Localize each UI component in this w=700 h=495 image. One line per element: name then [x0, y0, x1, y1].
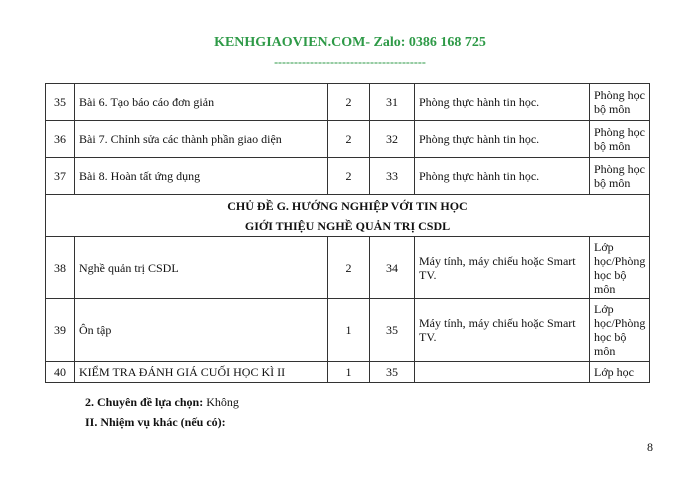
teaching-place: Phòng học bộ môn — [590, 84, 650, 121]
period-count: 2 — [328, 237, 370, 299]
topic-heading — [46, 195, 650, 237]
teaching-place: Phòng học bộ môn — [590, 121, 650, 158]
equipment: Máy tính, máy chiếu hoặc Smart TV. — [415, 299, 590, 362]
week-number: 35 — [370, 299, 415, 362]
site-header: KENHGIAOVIEN.COM- Zalo: 0386 168 725 — [214, 35, 486, 50]
period-count: 1 — [328, 299, 370, 362]
equipment: Máy tính, máy chiếu hoặc Smart TV. — [415, 237, 590, 299]
equipment: Phòng thực hành tin học. — [415, 158, 590, 195]
teaching-place: Phòng học bộ môn — [590, 158, 650, 195]
period-count: 2 — [328, 84, 370, 121]
lesson-name: Ôn tập — [75, 299, 328, 362]
equipment — [415, 362, 590, 383]
equipment: Phòng thực hành tin học. — [415, 84, 590, 121]
row-number: 35 — [46, 84, 75, 121]
period-count: 2 — [328, 158, 370, 195]
lesson-name: Nghề quản trị CSDL — [75, 237, 328, 299]
week-number: 35 — [370, 362, 415, 383]
lesson-name: Bài 6. Tạo báo cáo đơn giản — [75, 84, 328, 121]
table-row — [46, 84, 650, 121]
teaching-place: Lớp học/Phòng học bộ môn — [590, 299, 650, 362]
lesson-name: Bài 8. Hoàn tất ứng dụng — [75, 158, 328, 195]
topic-subtitle: GIỚI THIỆU NGHỀ QUẢN TRỊ CSDL — [244, 218, 451, 233]
row-number: 37 — [46, 158, 75, 195]
equipment: Phòng thực hành tin học. — [415, 121, 590, 158]
week-number: 33 — [370, 158, 415, 195]
topic-title: CHỦ ĐỀ G. HƯỚNG NGHIỆP VỚI TIN HỌC — [227, 198, 468, 213]
page-number: 8 — [647, 440, 653, 454]
table-row — [46, 362, 650, 383]
table-row — [46, 121, 650, 158]
row-number: 39 — [46, 299, 75, 362]
elective-value: Không — [206, 395, 239, 409]
lesson-name: KIỂM TRA ĐÁNH GIÁ CUỐI HỌC KÌ II — [75, 362, 328, 383]
period-count: 1 — [328, 362, 370, 383]
elective-line — [85, 395, 239, 410]
other-tasks-heading: II. Nhiệm vụ khác (nếu có): — [85, 415, 226, 429]
teaching-plan-table — [45, 83, 650, 383]
table-row — [46, 299, 650, 362]
period-count: 2 — [328, 121, 370, 158]
elective-label: 2. Chuyên đề lựa chọn: — [85, 395, 204, 409]
topic-row — [46, 195, 650, 237]
row-number: 36 — [46, 121, 75, 158]
teaching-place: Lớp học — [590, 362, 650, 383]
week-number: 31 — [370, 84, 415, 121]
row-number: 38 — [46, 237, 75, 299]
week-number: 32 — [370, 121, 415, 158]
row-number: 40 — [46, 362, 75, 383]
table-row — [46, 158, 650, 195]
table-row — [46, 237, 650, 299]
header-divider: -------------------------------------- — [274, 55, 426, 69]
week-number: 34 — [370, 237, 415, 299]
lesson-name: Bài 7. Chỉnh sửa các thành phần giao diện — [75, 121, 328, 158]
teaching-place: Lớp học/Phòng học bộ môn — [590, 237, 650, 299]
